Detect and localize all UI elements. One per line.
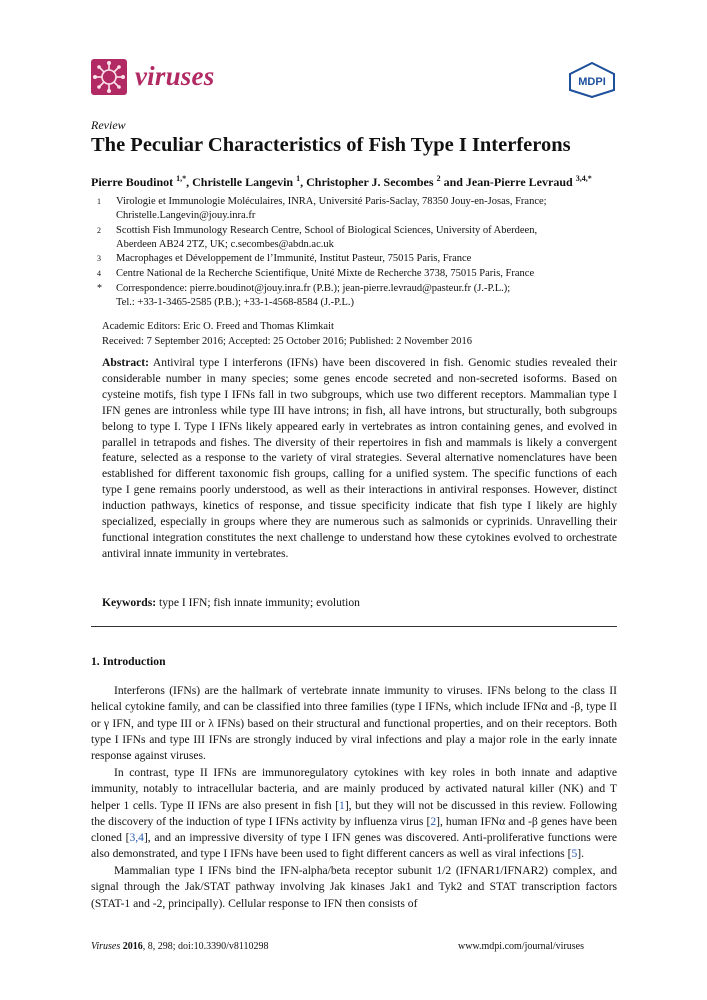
- paragraph-segment: ].: [577, 847, 585, 861]
- paragraph-text: [91, 683, 617, 764]
- author-name: Christelle Langevin: [192, 175, 294, 189]
- paragraph-2: [91, 765, 617, 863]
- author-name: Jean-Pierre Levraud: [465, 175, 573, 189]
- affiliation-line: Macrophages et Développement de l’Immunité, Institut Pasteur, 75015 Paris, France: [116, 253, 472, 264]
- paragraph-1: [91, 683, 617, 764]
- affiliation-mark: 3: [97, 254, 101, 263]
- paragraph-text: [91, 863, 617, 912]
- paragraph-3: [91, 863, 617, 912]
- citation-link[interactable]: 2: [430, 814, 437, 828]
- academic-editors: Academic Editors: Eric O. Freed and Thomas Klimkait: [102, 321, 334, 332]
- journal-url[interactable]: www.mdpi.com/journal/viruses: [458, 941, 585, 952]
- author-affiliation-mark: 3,4,*: [575, 174, 592, 183]
- journal-name: viruses: [135, 61, 215, 91]
- divider: [91, 626, 617, 627]
- citation-footer: [91, 941, 269, 952]
- abstract-text: Antiviral type I interferons (IFNs) have been discovered in fish. Genomic studies revealed their considerable number in many species; some genes encode secreted and non-secreted isoforms. Based on cysteine motifs, fish type I IFNs fall in two subgroups, which use two different receptors. Mammalian type I IFN genes are intronless while type III have introns; in fish, all have introns, but structurally, both subgroups belong to type I. Type I IFNs likely appeared early in vertebrates as intron containing genes, and evolved in parallel in tetrapods and fishes. The diversity of their repertoires in fish and mammals is likely a convergent feature, selected as a response to the variety of viral strategies. Several alternative nomenclatures have been established for different taxonomic fish groups, calling for a unified system. The specific functions of each type I gene remains poorly understood, as well as their interactions in antiviral responses. However, distinct induction pathways, kinetics of response, and tissue specificity indicate that fish type I likely are highly specialized, especially in groups where they are numerous such as salmonids or cyprinids. Unravelling their functional integration constitutes the next challenge to understand how these cytokines evolved to orchestrate antiviral innate immunity in vertebrates.: [102, 356, 617, 560]
- mdpi-logo-text: MDPI: [578, 76, 606, 88]
- citation-link[interactable]: 1: [339, 798, 345, 812]
- paragraph-segment: ], and an impressive diversity of type I IFN genes was discovered. Anti-proliferative functions were also demonstrated, and type I IFNs have been used to fight different cancers as well as viral infections [: [91, 831, 617, 861]
- affiliation-line: Tel.: +33-1-3465-2585 (P.B.); +33-1-4568-8584 (J.-P.L.): [116, 297, 355, 308]
- article-meta: [102, 319, 472, 349]
- article-type: Review: [91, 118, 126, 132]
- paragraph-segment: ], human IFNα and -β genes have been cloned [: [91, 814, 617, 845]
- mdpi-logo: [567, 62, 617, 98]
- abstract: [102, 355, 617, 562]
- author-list: [91, 174, 592, 190]
- author-separator: and: [440, 175, 466, 189]
- affiliation-mark: 4: [97, 269, 101, 278]
- footer-journal: Viruses: [91, 941, 121, 952]
- citation-link[interactable]: 5: [571, 847, 578, 861]
- affiliation-mark: *: [97, 283, 102, 294]
- affiliation-line: Virologie et Immunologie Moléculaires, INRA, Université Paris-Saclay, 78350 Jouy-en-Josas, France;: [116, 196, 547, 207]
- publication-dates: Received: 7 September 2016; Accepted: 25 October 2016; Published: 2 November 2016: [102, 336, 473, 347]
- section-heading: 1. Introduction: [91, 655, 166, 668]
- affiliation-line: Centre National de la Recherche Scientifique, Unité Mixte de Recherche 3738, 75015 Paris, France: [116, 268, 535, 279]
- abstract-label: Abstract:: [102, 356, 150, 369]
- affiliation-line: Christelle.Langevin@jouy.inra.fr: [116, 210, 256, 221]
- keywords-text: type I IFN; fish innate immunity; evolution: [159, 596, 360, 609]
- virus-logo-icon: [91, 59, 127, 95]
- author-affiliation-mark: 1: [296, 174, 301, 183]
- author-separator: ,: [300, 175, 307, 189]
- citation-link[interactable]: 3,4: [129, 831, 144, 845]
- paragraph-segment: In contrast, type II IFNs are immunoregulatory cytokines with key roles in both innate and adaptive immunity, notably to intracellular bacteria, and are mainly produced by activated natural killer (NK) and T helper 1 cells. Type II IFNs are also present in fish [: [91, 766, 617, 812]
- author-name: Pierre Boudinot: [91, 175, 174, 189]
- author-separator: ,: [186, 175, 193, 189]
- author-affiliation-mark: 1,*: [176, 174, 187, 183]
- affiliation-mark: 2: [97, 226, 101, 235]
- paragraph-text: [91, 765, 617, 863]
- affiliation-line: Scottish Fish Immunology Research Centre, School of Biological Sciences, University of Aberdeen,: [116, 225, 538, 236]
- paragraph-segment: Interferons (IFNs) are the hallmark of vertebrate innate immunity to viruses. IFNs belong to the class II helical cytokine family, and can be classified into three families (type I IFNs, which include IFNα and -β, type II or γ IFN, and type III or λ IFNs) based on their structural and functional properties, and on their receptors. Both type I IFNs and type III IFNs are strongly induced by viral infections and play a major role in the early innate response against viruses.: [91, 684, 617, 763]
- footer-doi: , 8, 298; doi:10.3390/v8110298: [142, 941, 269, 952]
- keywords-label: Keywords:: [102, 596, 157, 609]
- keywords: [102, 596, 360, 609]
- paragraph-segment: Mammalian type I IFNs bind the IFN-alpha/beta receptor subunit 1/2 (IFNAR1/IFNAR2) complex, and signal through the Jak/STAT pathway involving Jak kinases Jak1 and Tyk2 and STAT transcription factors (STAT-1 and -2, principally). Cellular response to IFN then consists of: [91, 864, 617, 910]
- author-affiliation-mark: 2: [436, 174, 441, 183]
- author-name: Christopher J. Secombes: [306, 175, 434, 189]
- paper-title: The Peculiar Characteristics of Fish Type I Interferons: [91, 134, 571, 156]
- paragraph-segment: ], but they will not be discussed in this review. Following the discovery of the induction of type I IFNs activity by influenza virus [: [91, 798, 617, 828]
- affiliation-mark: 1: [97, 197, 101, 206]
- affiliation-line: Correspondence: pierre.boudinot@jouy.inra.fr (P.B.); jean-pierre.levraud@pasteur.fr (J.-P.L.);: [116, 283, 511, 294]
- footer-year: 2016: [122, 941, 143, 952]
- affiliation-line: Aberdeen AB24 2TZ, UK; c.secombes@abdn.ac.uk: [116, 239, 334, 250]
